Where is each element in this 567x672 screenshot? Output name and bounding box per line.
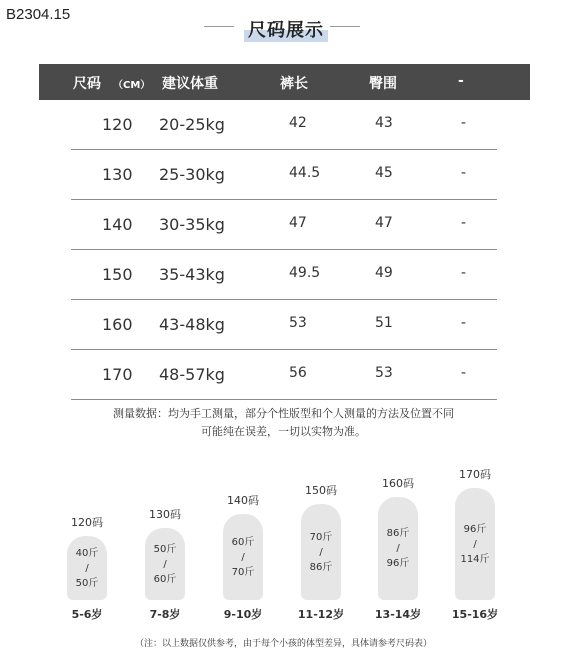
figure-age-label: 5-6岁 bbox=[71, 608, 103, 621]
figure-age-label: 9-10岁 bbox=[223, 608, 263, 621]
table-cell: 43-48kg bbox=[159, 315, 225, 334]
weight-separator: / bbox=[319, 546, 323, 558]
header-length: 裤长 bbox=[280, 76, 308, 92]
table-cell: 20-25kg bbox=[159, 115, 225, 134]
weight-max: 70斤 bbox=[231, 566, 255, 578]
figure-age-label: 11-12岁 bbox=[297, 608, 345, 621]
child-silhouette bbox=[223, 514, 263, 600]
section-title bbox=[0, 16, 567, 48]
table-cell: 51 bbox=[375, 315, 393, 331]
size-figure bbox=[42, 514, 132, 621]
child-silhouette bbox=[301, 504, 341, 600]
table-cell: 160 bbox=[102, 315, 133, 334]
table-cell: 45 bbox=[375, 165, 393, 181]
header-unit: （CM） bbox=[113, 80, 151, 91]
table-cell: - bbox=[461, 165, 467, 181]
note-line-1: 测量数据：均为手工测量，部分个性版型和个人测量的方法及位置不同 bbox=[113, 407, 454, 420]
table-cell: 140 bbox=[102, 215, 133, 234]
table-cell: - bbox=[461, 315, 467, 331]
weight-min: 50斤 bbox=[153, 543, 177, 555]
weight-max: 60斤 bbox=[153, 573, 177, 585]
table-cell: 43 bbox=[375, 115, 393, 131]
table-cell: 25-30kg bbox=[159, 165, 225, 184]
size-table bbox=[39, 64, 530, 400]
header-size: 尺码 bbox=[73, 76, 101, 92]
figure-size-label: 130码 bbox=[149, 508, 181, 521]
table-cell: 35-43kg bbox=[159, 265, 225, 284]
weight-separator: / bbox=[163, 558, 167, 570]
table-row bbox=[71, 350, 497, 400]
weight-separator: / bbox=[85, 562, 89, 574]
figure-size-label: 150码 bbox=[305, 484, 337, 497]
weight-separator: / bbox=[241, 551, 245, 563]
figure-size-label: 170码 bbox=[459, 468, 491, 481]
table-row bbox=[71, 250, 497, 300]
table-cell: 30-35kg bbox=[159, 215, 225, 234]
weight-separator: / bbox=[473, 538, 477, 550]
table-cell: 42 bbox=[289, 115, 307, 131]
page-title: 尺码展示 bbox=[248, 20, 324, 41]
table-cell: 49 bbox=[375, 265, 393, 281]
child-silhouette bbox=[145, 528, 185, 600]
child-silhouette bbox=[378, 497, 418, 600]
table-cell: 44.5 bbox=[289, 165, 321, 181]
table-cell: - bbox=[461, 115, 467, 131]
weight-separator: / bbox=[396, 543, 400, 554]
table-cell: 47 bbox=[375, 215, 393, 231]
figure-age-label: 13-14岁 bbox=[374, 608, 422, 621]
title-divider-left bbox=[204, 26, 234, 27]
table-cell: 48-57kg bbox=[159, 365, 225, 384]
table-cell: 120 bbox=[102, 115, 133, 134]
table-row bbox=[71, 100, 497, 150]
table-row bbox=[71, 300, 497, 350]
weight-min: 70斤 bbox=[309, 531, 333, 543]
table-cell: 49.5 bbox=[289, 265, 321, 281]
title-divider-right bbox=[330, 26, 360, 27]
size-figure bbox=[120, 506, 210, 621]
table-cell: 53 bbox=[375, 365, 393, 381]
table-cell: - bbox=[461, 265, 467, 281]
figure-size-label: 120码 bbox=[71, 516, 103, 529]
weight-min: 40斤 bbox=[75, 547, 99, 559]
weight-max: 96斤 bbox=[386, 558, 410, 569]
product-code: B2304.15 bbox=[6, 6, 71, 23]
figure-age-label: 7-8岁 bbox=[149, 608, 181, 621]
figure-size-label: 160码 bbox=[382, 477, 414, 490]
child-silhouette bbox=[67, 536, 107, 600]
table-row bbox=[71, 200, 497, 250]
table-cell: 150 bbox=[102, 265, 133, 284]
measurement-note bbox=[0, 405, 567, 441]
table-cell: - bbox=[461, 215, 467, 231]
weight-max: 50斤 bbox=[75, 577, 99, 589]
weight-min: 86斤 bbox=[386, 528, 410, 539]
weight-min: 96斤 bbox=[463, 523, 487, 535]
table-cell: 170 bbox=[102, 365, 133, 384]
table-cell: 47 bbox=[289, 215, 307, 231]
weight-max: 114斤 bbox=[460, 553, 490, 565]
child-silhouette bbox=[455, 488, 495, 600]
weight-min: 60斤 bbox=[231, 536, 255, 548]
table-header bbox=[39, 64, 530, 100]
header-extra: - bbox=[458, 73, 464, 89]
header-hip: 臀围 bbox=[369, 76, 397, 92]
table-cell: - bbox=[461, 365, 467, 381]
header-weight: 建议体重 bbox=[162, 76, 218, 92]
size-figure bbox=[430, 466, 520, 621]
weight-max: 86斤 bbox=[309, 561, 333, 573]
table-row bbox=[71, 150, 497, 200]
footnote: （注：以上数据仅供参考，由于每个小孩的体型差异，具体请参考尺码表） bbox=[134, 639, 432, 649]
table-cell: 130 bbox=[102, 165, 133, 184]
note-line-2: 可能纯在误差，一切以实物为准。 bbox=[201, 425, 366, 438]
table-cell: 56 bbox=[289, 365, 307, 381]
figure-size-label: 140码 bbox=[227, 494, 259, 507]
table-cell: 53 bbox=[289, 315, 307, 331]
size-figure bbox=[198, 492, 288, 621]
figure-age-label: 15-16岁 bbox=[451, 608, 499, 621]
